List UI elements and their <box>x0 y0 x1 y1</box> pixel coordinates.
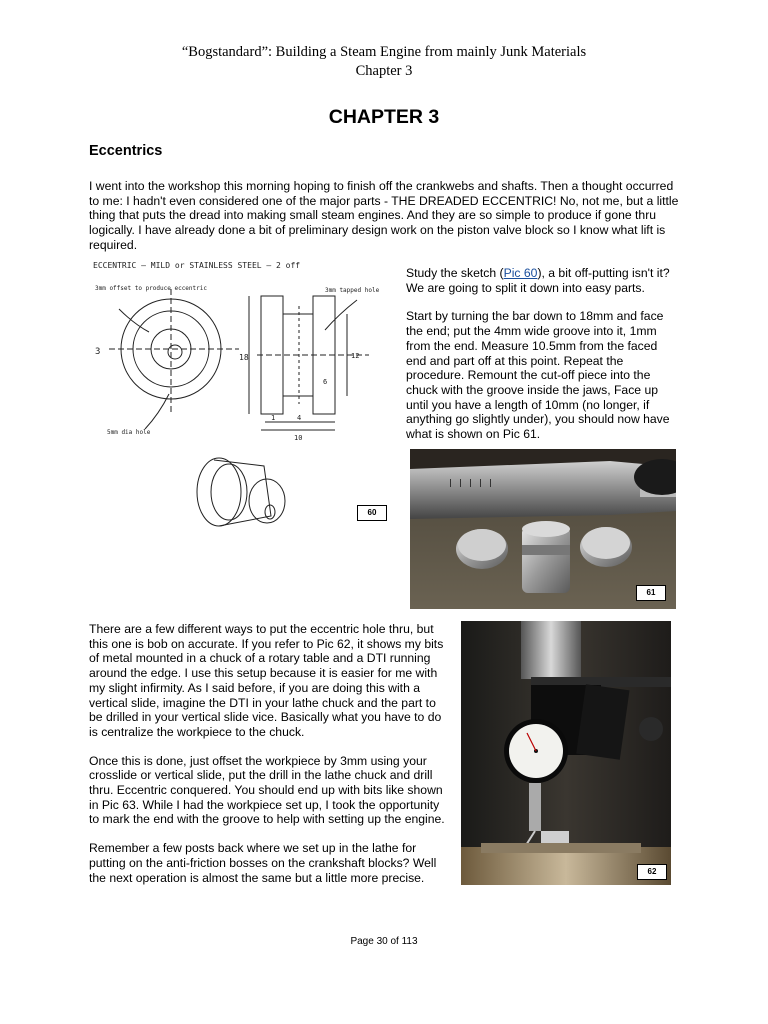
header-title: “Bogstandard”: Building a Steam Engine from mainly Junk Materials <box>181 44 587 60</box>
sketch-title-text: ECCENTRIC – MILD or STAINLESS STEEL – 2 off <box>93 261 301 270</box>
pic-61-photo <box>410 449 676 609</box>
lower-paragraph-2: Once this is done, just offset the workpiece by 3mm using your crosslide or vertical slide, put the drill in the lathe chuck and drill thru. Eccentric conquered. You should end up with bits like shown in Pic 63. While I had the workpiece set up, I took the opportunity to mark the end with the groove to help with setting up the engine. <box>89 753 445 827</box>
sketch-dim-4: 4 <box>297 414 302 422</box>
header-subtitle: Chapter 3 <box>355 63 413 79</box>
dti-rotary-table-photo <box>461 621 671 885</box>
pic-60-sketch <box>89 254 395 534</box>
sketch-dim-3: 3 <box>95 347 101 357</box>
right-paragraph-1: Study the sketch (Pic 60), a bit off-putting isn't it? We are going to split it down into easy parts. <box>406 266 670 295</box>
sketch-dim-12: 12 <box>351 352 360 360</box>
pic-60-link[interactable]: Pic 60 <box>503 266 538 280</box>
chapter-title: CHAPTER 3 <box>328 106 440 128</box>
lower-column-text <box>89 622 447 885</box>
sketch-eccentric-hole <box>168 345 182 359</box>
page-number: Page 30 of 113 <box>350 936 418 947</box>
pic-60-label: 60 <box>357 505 387 521</box>
right-paragraph-2: Start by turning the bar down to 18mm and face the end; put the 4mm wide groove into it, 1mm from the end. Measure 10.5mm from the faced end and part off at this point. Repeat the procedure. Remount the cut-off piece into the chuck with the groove inside the jaws, Face up until you have a length of 10mm (no longer, if anything go slightly under), you should now have what is shown on Pic 61. <box>406 309 670 442</box>
sketch-dim-1: 1 <box>271 414 276 422</box>
sketch-hole-note: 5mm dia hole <box>107 429 151 436</box>
pic-62-photo <box>461 621 671 885</box>
right-column-text <box>406 266 678 442</box>
sketch-tapped-note: 3mm tapped hole <box>325 287 380 294</box>
pic-62-label: 62 <box>637 864 667 880</box>
pic-61-label: 61 <box>636 585 666 601</box>
lower-paragraph-3: Remember a few posts back where we set up in the lathe for putting on the anti-friction bosses on the crankshaft blocks? Well the next operation is almost the same but a little more precise. <box>89 841 437 885</box>
lower-paragraph-1: There are a few different ways to put the eccentric hole thru, but this one is bob on accurate. If you refer to Pic 62, it shows my bits of metal mounted in a chuck of a rotary table and a DTI running around the edge. I use this setup because it is easier for me with my slight infirmity. As I said before, if you are doing this with a vertical slide, imagine the DTI in your lathe chuck and the part to be drilled in your vertical slide vice. Basically what you have to do is centralize the workpiece to the chuck. <box>89 622 444 739</box>
eccentric-sketch-drawing <box>89 254 395 534</box>
section-title: Eccentrics <box>89 143 163 159</box>
sketch-dim-6: 6 <box>323 378 328 386</box>
sketch-dim-18: 18 <box>239 353 249 362</box>
sketch-offset-note: 3mm offset to produce eccentric <box>95 285 207 292</box>
intro-paragraph: I went into the workshop this morning hoping to finish off the crankwebs and shafts. Then a thought occurred to me: I hadn't even considered one of the major parts - THE DREADED ECCENTRIC! No, not me, but a little thing that puts the dread into making small steam engines. And they are so simple to produce if gone thru logically. I have already done a bit of preliminary design work on the piston valve block so I know what lift is required. <box>89 179 679 252</box>
sketch-dim-10: 10 <box>294 434 303 442</box>
running-header <box>0 43 768 81</box>
